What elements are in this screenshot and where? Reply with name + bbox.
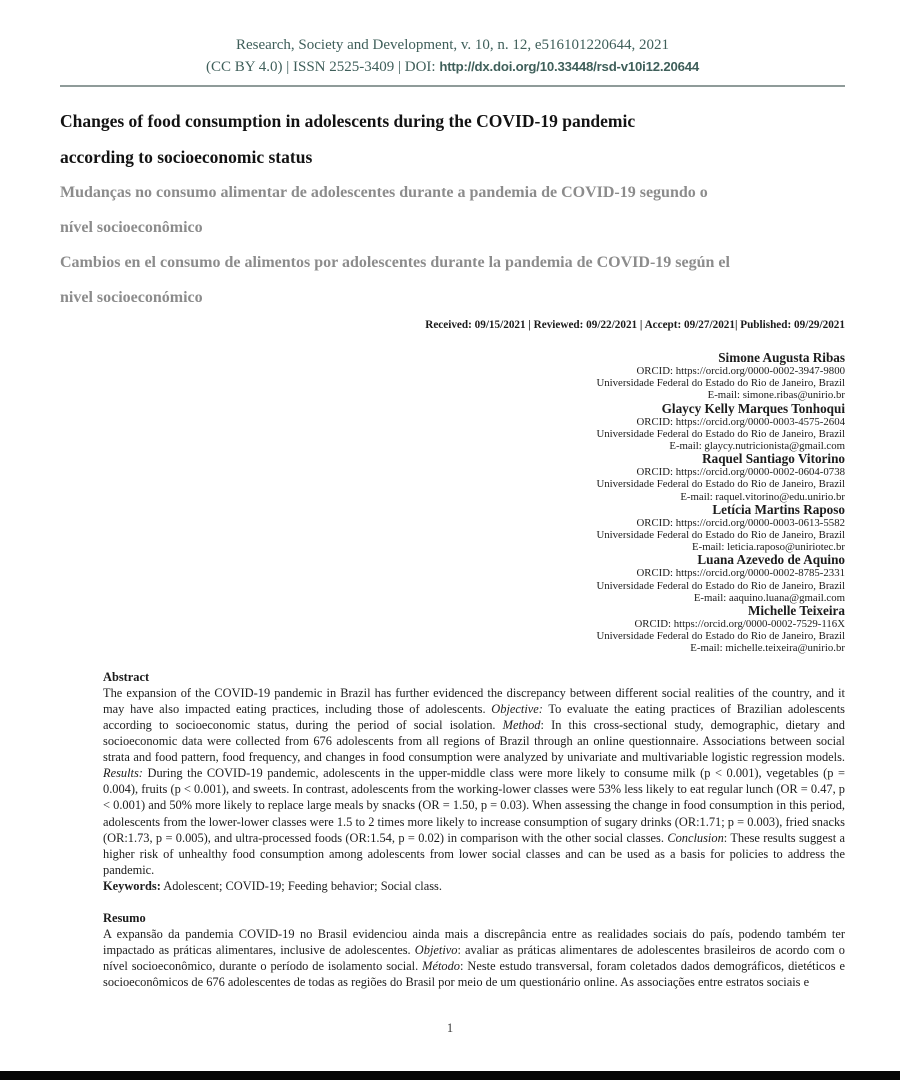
author-affiliation: Universidade Federal do Estado do Rio de Janeiro, Brazil (596, 427, 845, 440)
paper-title-line2: according to socioeconomic status (60, 147, 313, 167)
author-affiliation: Universidade Federal do Estado do Rio de Janeiro, Brazil (596, 377, 845, 390)
abstract-body: The expansion of the COVID-19 pandemic in Brazil has further evidenced the discrepancy between different social realities of the country, and it may have also impacted eating practices, including those of adolescents. Objective: To evaluate the eating practices of Brazilian adolescents according to socioeconomic status, during the period of social isolation. Method: In this cross-sectional study, demographic, dietary and socioeconomic data were collected from 676 adolescents from all regions of Brazil through an online questionnaire. Associations between social strata and food pattern, food frequency, and changes in food consumption were analyzed by univariate and multivariable logistic regression models. Results: During the COVID-19 pandemic, adolescents in the upper-middle class were more likely to consume milk (p < 0.001), vegetables (p = 0.004), fruits (p < 0.001), and sweets. In contrast, adolescents from the working-lower classes were 53% less likely to eat regular lunch (OR = 0.47, p < 0.001) and 50% more likely to replace large meals by snacks (OR = 1.50, p = 0.03). When assessing the change in food consumption in this period, adolescents from the lower-lower classes were 1.5 to 2 times more likely to increase consumption of sugary drinks (OR:1.71; p = 0.003), fried snacks (OR:1.73, p = 0.005), and ultra-processed foods (OR:1.54, p = 0.02) in comparison with the other social classes. Conclusion: These results suggest a higher risk of unhealthy food consumption among adolescents from lower social classes and can be used as a basis for policies to address the pandemic. (103, 685, 845, 877)
author-block (60, 452, 845, 503)
header-divider (60, 85, 845, 87)
author-email: E-mail: simone.ribas@unirio.br (707, 389, 845, 402)
author-block (60, 604, 845, 655)
bottom-bar (0, 1071, 900, 1080)
author-orcid: ORCID: https://orcid.org/0000-0002-8785-2331 (636, 567, 845, 580)
author-orcid: ORCID: https://orcid.org/0000-0002-0604-0738 (636, 466, 845, 479)
author-name: Letícia Martins Raposo (712, 501, 845, 517)
abstract-heading: Abstract (103, 669, 150, 684)
journal-header-line1: Research, Society and Development, v. 10, n. 12, e516101220644, 2021 (235, 37, 670, 53)
author-email: E-mail: leticia.raposo@uniriotec.br (692, 541, 845, 554)
author-affiliation: Universidade Federal do Estado do Rio de Janeiro, Brazil (596, 630, 845, 643)
paper-title (60, 103, 845, 175)
subtitle-pt-line1: Mudanças no consumo alimentar de adolescentes durante a pandemia de COVID-19 segundo o (60, 184, 708, 201)
abstract-section (103, 669, 845, 991)
subtitle-es-line2: nivel socioeconómico (60, 289, 203, 306)
author-block (60, 351, 845, 402)
subtitle-pt-line2: nível socioeconômico (60, 219, 203, 236)
journal-doi-line: (CC BY 4.0) | ISSN 2525-3409 | DOI: http://dx.doi.org/10.33448/rsd-v10i12.20644 (205, 59, 700, 75)
author-orcid: ORCID: https://orcid.org/0000-0003-4575-2604 (636, 415, 845, 428)
author-block (60, 553, 845, 604)
page-number: 1 (446, 1021, 454, 1035)
author-email: E-mail: glaycy.nutricionista@gmail.com (669, 440, 845, 453)
resumo-heading: Resumo (103, 910, 146, 925)
author-block (60, 503, 845, 554)
author-name: Simone Augusta Ribas (718, 350, 845, 365)
author-email: E-mail: raquel.vitorino@edu.unirio.br (680, 490, 845, 503)
author-affiliation: Universidade Federal do Estado do Rio de Janeiro, Brazil (596, 579, 845, 592)
author-affiliation: Universidade Federal do Estado do Rio de Janeiro, Brazil (596, 529, 845, 542)
author-email: E-mail: michelle.teixeira@unirio.br (690, 642, 845, 655)
author-name: Raquel Santiago Vitorino (702, 451, 845, 467)
author-name: Michelle Teixeira (747, 603, 845, 619)
journal-header (60, 34, 845, 78)
author-affiliation: Universidade Federal do Estado do Rio de Janeiro, Brazil (596, 478, 845, 491)
author-block (60, 402, 845, 453)
subtitle-es-line1: Cambios en el consumo de alimentos por adolescentes durante la pandemia de COVID-19 según el (60, 254, 730, 271)
received-dates: Received: 09/15/2021 | Reviewed: 09/22/2021 | Accept: 09/27/2021| Published: 09/29/2021 (425, 319, 845, 331)
paper-title-line1: Changes of food consumption in adolescents during the COVID-19 pandemic (60, 111, 636, 131)
authors-block (60, 351, 845, 655)
keywords-line: Keywords: Adolescent; COVID-19; Feeding behavior; Social class. (103, 878, 442, 893)
subtitle-spanish (60, 245, 845, 315)
author-email: E-mail: aaquino.luana@gmail.com (693, 591, 845, 604)
author-orcid: ORCID: https://orcid.org/0000-0002-3947-9800 (636, 365, 845, 377)
resumo-section (103, 910, 845, 990)
author-name: Glaycy Kelly Marques Tonhoqui (661, 400, 845, 416)
author-orcid: ORCID: https://orcid.org/0000-0002-7529-116X (634, 618, 845, 631)
resumo-body: A expansão da pandemia COVID-19 no Brasil evidenciou ainda mais a discrepância entre as realidades sociais do país, podendo também ter impactado as práticas alimentares, inclusive de adolescentes. Objetivo: avaliar as práticas alimentares de adolescentes brasileiros de acordo com o nível socioeconômico, durante o período de isolamento social. Método: Neste estudo transversal, foram coletados dados demográficos, dietéticos e socioeconômicos de 676 adolescentes de todas as regiões do Brasil por meio de um questionário online. As associações entre estratos sociais e (103, 927, 845, 990)
author-name: Luana Azevedo de Aquino (697, 552, 845, 568)
subtitle-portuguese (60, 175, 845, 245)
author-orcid: ORCID: https://orcid.org/0000-0003-0613-5582 (636, 516, 845, 529)
